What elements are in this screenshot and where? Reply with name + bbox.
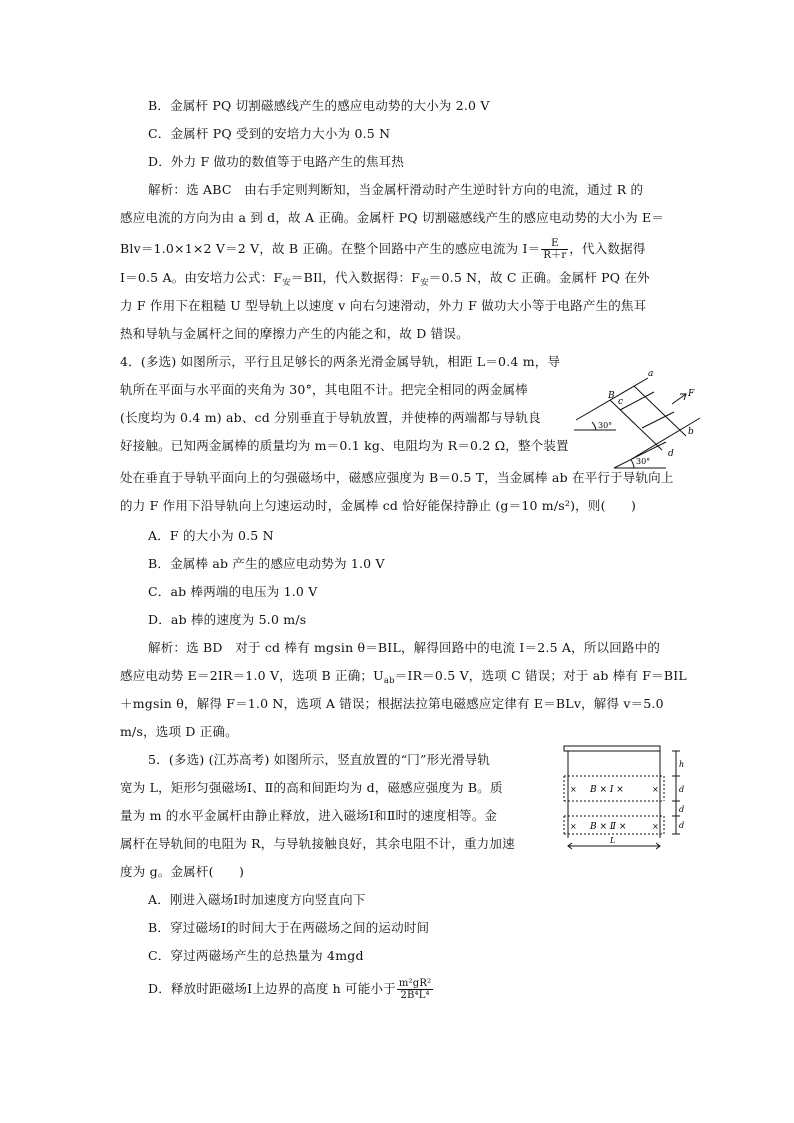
q3-analysis-line3-tail: ，代入数据得 — [569, 241, 646, 256]
q5-vertical-rails-figure — [560, 742, 690, 854]
q5-option-d — [148, 978, 434, 1001]
subscript-ab: ab — [383, 676, 395, 686]
q3-analysis-line1: 解析：选 ABC 由右手定则判断知，当金属杆滑动时产生逆时针方向的电流，通过 R 的 — [148, 182, 644, 197]
label-c: c — [618, 397, 624, 407]
q3-analysis-line6: 热和导轨与金属杆之间的摩擦力产生的内能之和，故 D 错误。 — [120, 326, 469, 341]
q3-analysis-line3-text: Blv＝1.0×1×2 V＝2 V，故 B 正确。在整个回路中产生的感应电流为 I＝ — [120, 241, 541, 256]
q4-analysis-line2-a: 感应电动势 E＝2IR＝1.0 V，选项 B 正确；U — [120, 668, 384, 683]
label-d-2: d — [679, 805, 685, 814]
q3-analysis-line3 — [120, 238, 646, 261]
label-b-capital: B — [608, 391, 615, 401]
q5-stem-line2: 宽为 L，矩形匀强磁场Ⅰ、Ⅱ的高和间距均为 d，磁感应强度为 B。质 — [120, 780, 503, 795]
height-fraction — [397, 978, 433, 1001]
q4-analysis-line4: m/s，选项 D 正确。 — [120, 724, 238, 739]
q5-option-b: B．穿过磁场Ⅰ的时间大于在两磁场之间的运动时间 — [148, 920, 430, 935]
fraction-denominator: 2B⁴L⁴ — [400, 990, 430, 1001]
label-b: b — [688, 427, 694, 437]
q4-stem-line1: 4．(多选) 如图所示，平行且足够长的两条光滑金属导轨，相距 L＝0.4 m，导 — [120, 354, 561, 369]
field2-label: B × Ⅱ × — [590, 822, 627, 832]
rail-left — [610, 400, 662, 450]
q4-stem-line2: 轨所在平面与水平面的夹角为 30°，其电阻不计。把完全相同的两金属棒 — [120, 382, 528, 397]
q3-analysis-line4 — [120, 270, 650, 291]
q3-analysis-line5: 力 F 作用下在粗糙 U 型导轨上以速度 v 向右匀速滑动，外力 F 做功大小等于电路产生的焦耳 — [120, 298, 647, 313]
q5-stem-line1: 5．(多选) (江苏高考) 如图所示，竖直放置的“冂”形光滑导轨 — [148, 752, 491, 767]
q4-option-d: D．ab 棒的速度为 5.0 m/s — [148, 612, 307, 627]
q5-stem-line3: 量为 m 的水平金属杆由静止释放，进入磁场Ⅰ和Ⅱ时的速度相等。金 — [120, 808, 498, 823]
fraction-numerator: m²gR² — [398, 978, 432, 989]
q4-stem-line3: (长度均为 0.4 m) ab、cd 分别垂直于导轨放置，并使棒的两端都与导轨良 — [120, 410, 541, 425]
q3-analysis-line4-a: I＝0.5 A。由安培力公式：F — [120, 270, 283, 285]
q5-option-a: A．刚进入磁场Ⅰ时加速度方向竖直向下 — [148, 892, 366, 907]
label-h: h — [679, 760, 685, 769]
label-d: d — [668, 449, 674, 459]
q4-analysis-line1: 解析：选 BD 对于 cd 棒有 mgsin θ＝BIL，解得回路中的电流 I＝2.5 A，所以回路中的 — [148, 640, 661, 655]
angle-arc-2 — [631, 460, 634, 468]
q4-stem-line6: 的力 F 作用下沿导轨向上匀速运动时，金属棒 cd 恰好能保持静止 (g＝10 m/s²)，则( ) — [120, 498, 637, 513]
subscript-an-2: 安 — [420, 278, 429, 288]
q4-inclined-rails-figure — [570, 360, 710, 470]
top-bar — [564, 746, 660, 751]
label-d-1: d — [679, 785, 685, 794]
label-d-3: d — [679, 821, 685, 830]
q5-stem-line5: 度为 g。金属杆( ) — [120, 864, 245, 879]
q4-stem-line5: 处在垂直于导轨平面向上的匀强磁场中，磁感应强度为 B＝0.5 T，当金属棒 ab 在平行于导轨向上 — [120, 470, 674, 485]
field1-label: B × Ⅰ × — [590, 785, 624, 795]
q4-analysis-line2-b: ＝IR＝0.5 V，选项 C 错误；对于 ab 棒有 F＝BIL — [394, 668, 687, 683]
q3-analysis-line4-b: ＝BIl，代入数据得：F — [290, 270, 421, 285]
q4-analysis-line3: ＋mgsin θ，解得 F＝1.0 N，选项 A 错误；根据法拉第电磁感应定律有 E＝BLv，解得 v＝5.0 — [120, 696, 664, 711]
q3-analysis-line4-c: ＝0.5 N，故 C 正确。金属杆 PQ 在外 — [428, 270, 650, 285]
label-a: a — [648, 369, 654, 379]
angle-arc-1 — [592, 422, 596, 430]
q4-analysis-line2 — [120, 668, 687, 689]
fraction-numerator: E — [541, 238, 568, 250]
rail-right — [634, 386, 686, 436]
q4-stem-line4: 好接触。已知两金属棒的质量均为 m＝0.1 kg、电阻均为 R＝0.2 Ω，整个装置 — [120, 438, 569, 453]
q3-analysis-line2: 感应电流的方向为由 a 到 d，故 A 正确。金属杆 PQ 切割磁感线产生的感应电动势的大小为 E＝ — [120, 210, 665, 225]
q5-stem-line4: 属杆在导轨间的电阻为 R，与导轨接触良好，其余电阻不计，重力加速 — [120, 836, 515, 851]
field1-left-cross: × — [570, 785, 577, 794]
fraction-denominator: R＋r — [543, 250, 567, 261]
subscript-an: 安 — [282, 278, 291, 288]
label-f: F — [688, 389, 695, 399]
q4-option-c: C．ab 棒两端的电压为 1.0 V — [148, 584, 318, 599]
rail-lower-segment — [630, 418, 700, 460]
q4-option-b: B．金属棒 ab 产生的感应电动势为 1.0 V — [148, 556, 385, 571]
angle-label-2: 30° — [636, 457, 651, 466]
q5-option-d-text: D．释放时距磁场Ⅰ上边界的高度 h 可能小于 — [148, 981, 396, 996]
q4-option-a: A．F 的大小为 0.5 N — [148, 528, 274, 543]
field2-right-cross: × — [652, 822, 659, 831]
label-l: L — [610, 836, 616, 845]
field1-right-cross: × — [652, 785, 659, 794]
current-fraction — [541, 238, 568, 261]
field2-left-cross: × — [570, 822, 577, 831]
q3-option-d: D．外力 F 做功的数值等于电路产生的焦耳热 — [148, 154, 405, 169]
q5-option-c: C．穿过两磁场产生的总热量为 4mgd — [148, 948, 364, 963]
angle-label-1: 30° — [598, 421, 613, 430]
q3-option-b: B．金属杆 PQ 切割磁感线产生的感应电动势的大小为 2.0 V — [148, 98, 490, 113]
q3-option-c: C．金属杆 PQ 受到的安培力大小为 0.5 N — [148, 126, 391, 141]
